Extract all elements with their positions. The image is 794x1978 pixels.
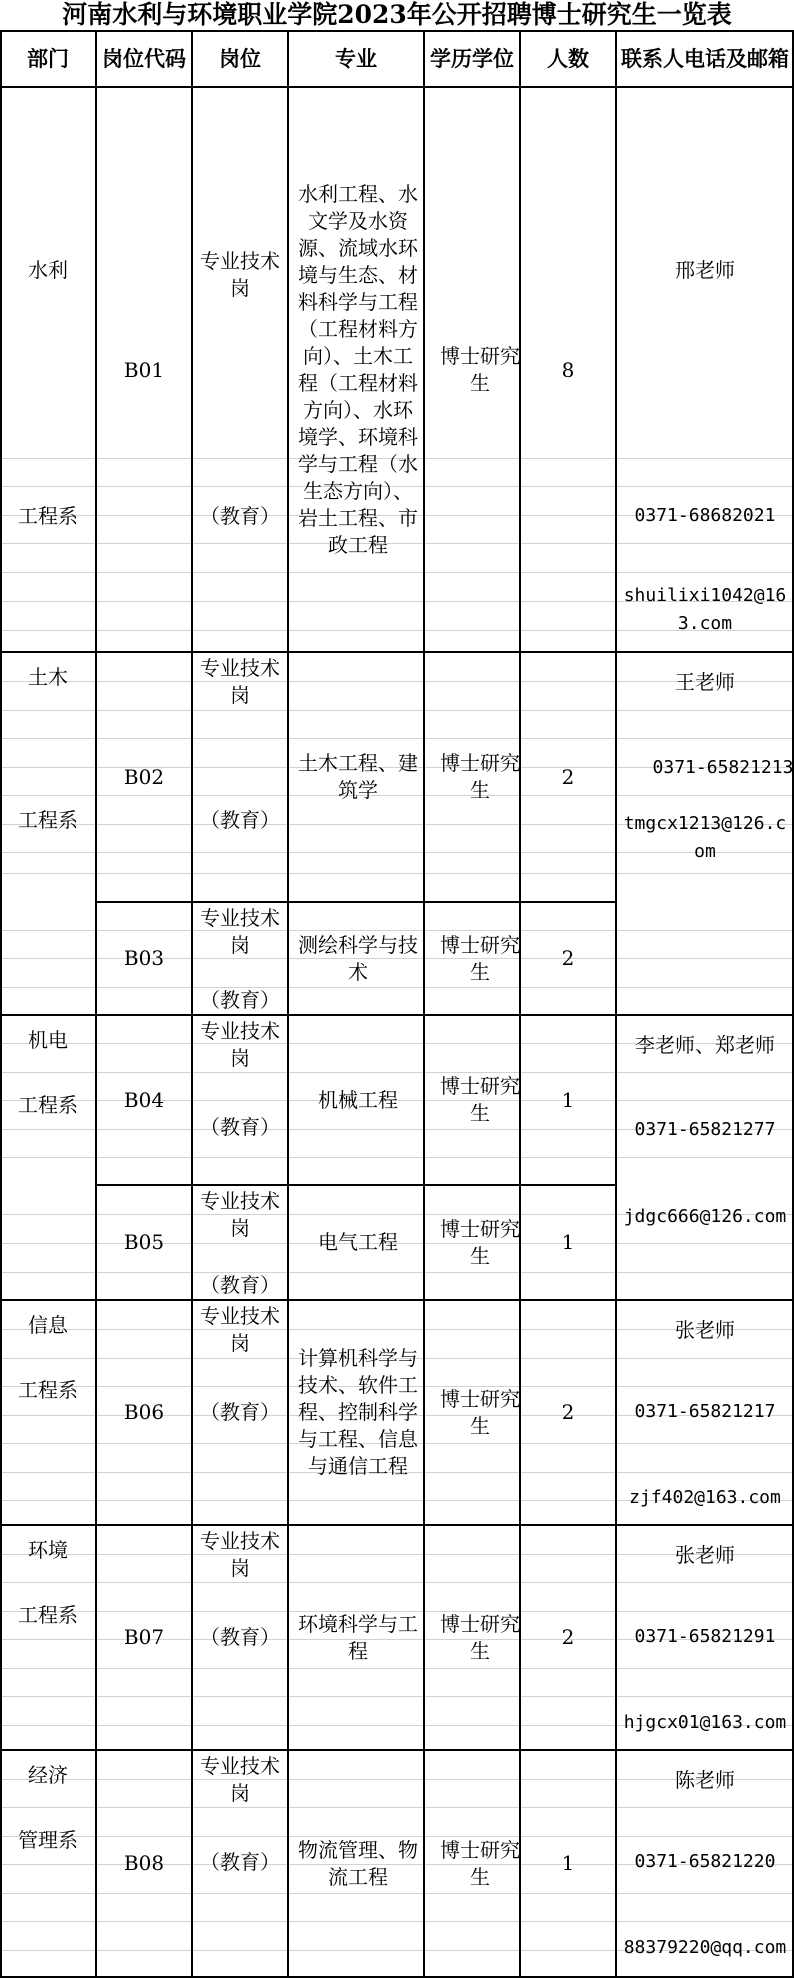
position-code: B02 (123, 764, 165, 789)
post-type: 专业技术岗 (200, 906, 280, 957)
headcount: 2 (561, 1400, 575, 1424)
degree: 博士研究生 (440, 1074, 520, 1125)
post-category: （教育） (200, 1624, 280, 1649)
column-border (191, 30, 193, 1977)
degree: 博士研究生 (440, 1386, 520, 1438)
position-code: B05 (123, 1230, 165, 1254)
department-name-suffix: 工程系 (18, 1092, 78, 1117)
position-code: B03 (123, 946, 165, 970)
department-name: 水利 (28, 257, 68, 282)
department-name-suffix: 工程系 (18, 807, 78, 832)
major: 环境科学与工程 (298, 1611, 418, 1663)
major: 电气工程 (318, 1230, 398, 1254)
column-border (615, 30, 617, 1977)
header-degree: 学历学位 (430, 46, 514, 71)
headcount: 2 (561, 946, 575, 970)
department-name: 土木 (28, 664, 68, 689)
post-category: （教育） (200, 1272, 280, 1297)
contact-name: 陈老师 (675, 1767, 735, 1792)
position-code: B04 (123, 1087, 165, 1112)
contact-name: 王老师 (675, 669, 735, 694)
major: 物流管理、物流工程 (298, 1837, 418, 1889)
post-category: （教育） (200, 1399, 280, 1424)
contact-email: 88379220@qq.com (623, 1937, 787, 1958)
major: 测绘科学与技术 (298, 932, 418, 984)
contact-phone: 0371-65821291 (634, 1626, 776, 1647)
headcount: 1 (561, 1230, 575, 1254)
degree: 博士研究生 (440, 932, 520, 984)
contact-name: 邢老师 (675, 257, 735, 282)
post-category: （教育） (200, 987, 280, 1012)
department-name: 机电 (28, 1027, 68, 1052)
headcount: 8 (561, 357, 575, 382)
contact-email: jdgc666@126.com (623, 1206, 787, 1227)
contact-name: 李老师、郑老师 (635, 1032, 775, 1057)
column-border (287, 30, 289, 1977)
header-code: 岗位代码 (102, 46, 186, 71)
major: 计算机科学与技术、软件工程、控制科学与工程、信息与通信工程 (298, 1346, 418, 1478)
headcount: 2 (561, 1625, 575, 1649)
major: 水利工程、水文学及水资源、流域水环境与生态、材料科学与工程（工程材料方向）、土木工程（工程材料方向）、水环境学、环境科学与工程（水生态方向）、岩土工程、市政工程 (298, 181, 418, 557)
post-category: （教育） (200, 1114, 280, 1139)
degree: 博士研究生 (440, 344, 520, 395)
contact-phone: 0371-68682021 (634, 505, 776, 526)
contact-phone: 0371-65821213 (652, 756, 794, 778)
headcount: 1 (561, 1851, 575, 1875)
contact-email: tmgcx1213@126.com (623, 812, 787, 862)
column-border (95, 30, 97, 1977)
header-contact: 联系人电话及邮箱 (621, 45, 789, 71)
header-major: 专业 (335, 46, 377, 71)
contact-email: zjf402@163.com (629, 1487, 781, 1508)
department-name: 信息 (28, 1312, 68, 1337)
header-post: 岗位 (219, 46, 261, 71)
contact-email: shuilixi1042@163.com (623, 585, 787, 634)
post-category: （教育） (200, 807, 280, 832)
contact-name: 张老师 (675, 1317, 735, 1342)
position-code: B01 (123, 357, 165, 382)
contact-phone: 0371-65821277 (634, 1119, 776, 1140)
department-name-suffix: 工程系 (18, 1377, 78, 1402)
degree: 博士研究生 (440, 1837, 520, 1889)
major: 机械工程 (318, 1087, 398, 1112)
header-dept: 部门 (27, 46, 69, 71)
post-type: 专业技术岗 (200, 1754, 280, 1805)
degree: 博士研究生 (440, 1216, 520, 1268)
contact-phone: 0371-65821217 (634, 1401, 776, 1422)
major: 土木工程、建筑学 (298, 751, 418, 802)
post-type: 专业技术岗 (200, 1019, 280, 1070)
column-border (0, 30, 2, 1977)
headcount: 1 (561, 1087, 575, 1112)
degree: 博士研究生 (440, 751, 520, 802)
department-name-suffix: 管理系 (18, 1827, 78, 1852)
contact-phone: 0371-65821220 (634, 1851, 776, 1872)
post-type: 专业技术岗 (200, 1529, 280, 1580)
department-name-suffix: 工程系 (18, 1602, 78, 1627)
post-category: （教育） (200, 503, 280, 528)
page-title: 河南水利与环境职业学院2023年公开招聘博士研究生一览表 (62, 0, 732, 29)
contact-name: 张老师 (675, 1542, 735, 1567)
department-name-suffix: 工程系 (18, 503, 78, 528)
post-type: 专业技术岗 (200, 1189, 280, 1240)
post-type: 专业技术岗 (200, 1304, 280, 1355)
department-name: 经济 (28, 1762, 68, 1787)
position-code: B08 (123, 1851, 165, 1875)
header-count: 人数 (547, 46, 589, 71)
department-name: 环境 (28, 1537, 68, 1562)
post-category: （教育） (200, 1849, 280, 1874)
post-type: 专业技术岗 (200, 656, 280, 707)
post-type: 专业技术岗 (200, 249, 280, 300)
position-code: B06 (123, 1400, 165, 1424)
headcount: 2 (561, 764, 575, 789)
contact-email: hjgcx01@163.com (623, 1712, 787, 1733)
position-code: B07 (123, 1625, 165, 1649)
degree: 博士研究生 (440, 1611, 520, 1663)
